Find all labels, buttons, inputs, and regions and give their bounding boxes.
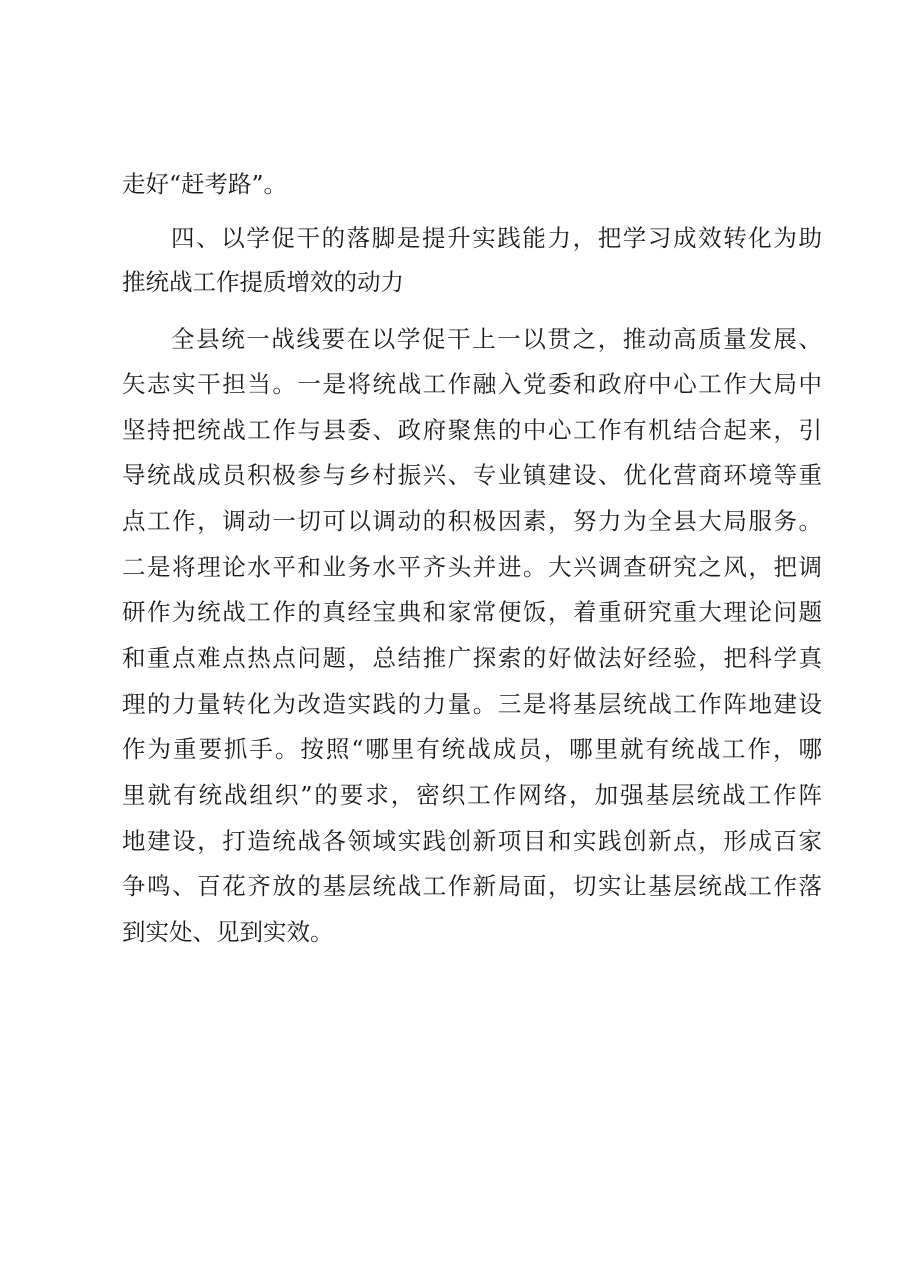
text-line: 导统战成员积极参与乡村振兴、专业镇建设、优化营商环境等重 [122, 461, 822, 489]
text-line: 全县统一战线要在以学促干上一以贯之，推动高质量发展、 [171, 325, 822, 353]
text-line: 地建设，打造统战各领域实践创新项目和实践创新点，形成百家 [122, 827, 822, 855]
text-line: 到实处、见到实效。 [122, 918, 334, 946]
text-line: 争鸣、百花齐放的基层统战工作新局面，切实让基层统战工作落 [122, 872, 822, 900]
text-line: 矢志实干担当。一是将统战工作融入党委和政府中心工作大局中 [122, 370, 822, 398]
text-line: 作为重要抓手。按照“哪里有统战成员，哪里就有统战工作，哪 [122, 735, 822, 763]
text-line: 坚持把统战工作与县委、政府聚焦的中心工作有机结合起来，引 [122, 416, 822, 444]
text-line: 研作为统战工作的真经宝典和家常便饭，着重研究重大理论问题 [122, 598, 822, 626]
text-line: 里就有统战组织”的要求，密织工作网络，加强基层统战工作阵 [122, 781, 822, 809]
text-line: 二是将理论水平和业务水平齐头并进。大兴调查研究之风，把调 [122, 553, 822, 581]
text-line: 和重点难点热点问题，总结推广探索的好做法好经验，把科学真 [122, 644, 822, 672]
section-heading-line: 推统战工作提质增效的动力 [122, 268, 404, 296]
text-line: 走好“赶考路”。 [122, 170, 288, 198]
section-heading-line: 四、以学促干的落脚是提升实践能力，把学习成效转化为助 [171, 224, 822, 252]
text-line: 点工作，调动一切可以调动的积极因素，努力为全县大局服务。 [122, 507, 822, 535]
text-line: 理的力量转化为改造实践的力量。三是将基层统战工作阵地建设 [122, 690, 822, 718]
